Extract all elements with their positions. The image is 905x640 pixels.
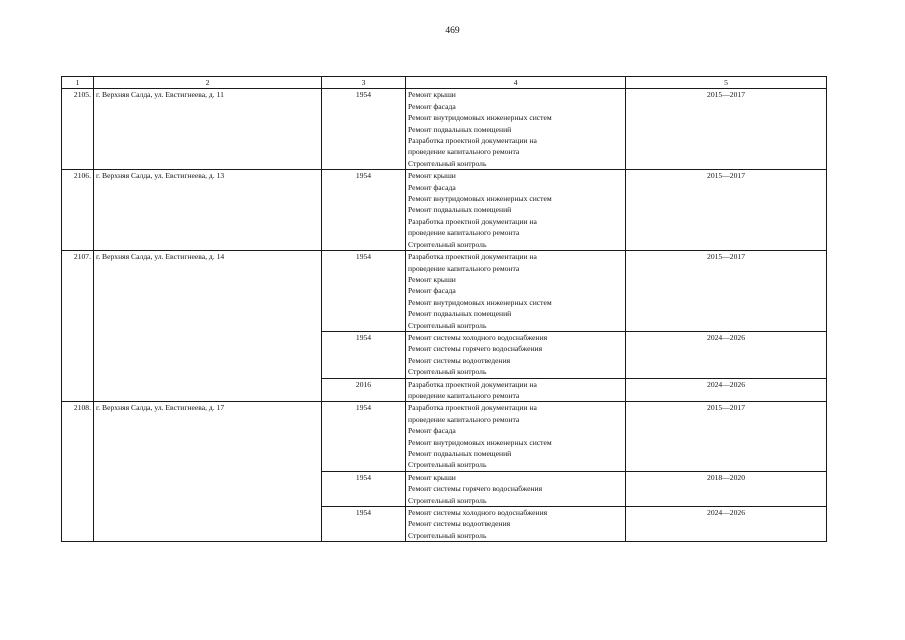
work-item: Ремонт внутридомовых инженерных систем <box>408 297 552 307</box>
work-item: Ремонт внутридомовых инженерных систем <box>408 437 552 447</box>
work-item: Строительный контроль <box>408 495 487 505</box>
work-item: Разработка проектной документации на <box>408 379 537 389</box>
works-cell <box>406 89 626 170</box>
work-item: Ремонт фасада <box>408 286 456 296</box>
work-item: Ремонт фасада <box>408 101 456 111</box>
year-cell: 1954 <box>322 89 406 170</box>
table-row <box>62 402 827 471</box>
work-item: Строительный контроль <box>408 530 487 540</box>
table-header <box>62 77 827 89</box>
work-item: Разработка проектной документации на <box>408 403 537 413</box>
address-cell: г. Верхняя Салда, ул. Евстигнеева, д. 14 <box>94 251 322 402</box>
year-cell: 1954 <box>322 402 406 471</box>
work-item: Ремонт подвальных помещений <box>408 449 512 458</box>
period-cell: 2024—2026 <box>626 378 827 402</box>
period-cell: 2015—2017 <box>626 89 827 170</box>
year-cell: 1954 <box>322 331 406 378</box>
row-number: 2105. <box>62 89 94 170</box>
works-cell <box>406 402 626 471</box>
work-item: Разработка проектной документации на <box>408 252 537 262</box>
column-header-5: 5 <box>626 77 827 89</box>
column-header-3: 3 <box>322 77 406 89</box>
year-cell: 1954 <box>322 507 406 542</box>
work-item: Строительный контроль <box>408 320 487 330</box>
row-number: 2106. <box>62 170 94 251</box>
period-cell: 2024—2026 <box>626 331 827 378</box>
work-item: Ремонт системы водоотведения <box>408 355 511 365</box>
year-cell: 2016 <box>322 378 406 402</box>
table-row <box>62 170 827 251</box>
table-row <box>62 251 827 332</box>
period-cell: 2015—2017 <box>626 170 827 251</box>
works-cell <box>406 251 626 332</box>
row-number: 2108. <box>62 402 94 542</box>
work-item: Ремонт подвальных помещений <box>408 124 512 134</box>
address-cell: г. Верхняя Салда, ул. Евстигнеева, д. 11 <box>94 89 322 170</box>
work-item: Строительный контроль <box>408 367 487 377</box>
work-item: проведение капитального ремонта <box>408 414 520 424</box>
work-item: Ремонт внутридомовых инженерных систем <box>408 113 552 123</box>
works-cell <box>406 471 626 506</box>
repair-schedule-table <box>61 76 827 542</box>
header-row <box>62 77 827 89</box>
work-item: Ремонт крыши <box>408 90 456 100</box>
work-item: Строительный контроль <box>408 239 487 249</box>
column-header-2: 2 <box>94 77 322 89</box>
work-item: проведение капитального ремонта <box>408 263 520 273</box>
work-item: Ремонт системы холодного водоснабжения <box>408 508 548 518</box>
work-item: Строительный контроль <box>408 460 487 470</box>
year-cell: 1954 <box>322 471 406 506</box>
column-header-1: 1 <box>62 77 94 89</box>
page-number: 469 <box>445 26 460 36</box>
work-item: Ремонт системы горячего водоснабжения <box>408 344 543 354</box>
work-item: Ремонт подвальных помещений <box>408 205 512 215</box>
address-cell: г. Верхняя Салда, ул. Евстигнеева, д. 13 <box>94 170 322 251</box>
column-header-4: 4 <box>406 77 626 89</box>
work-item: Ремонт системы горячего водоснабжения <box>408 484 543 494</box>
period-cell: 2015—2017 <box>626 402 827 471</box>
work-item: Ремонт крыши <box>408 274 456 284</box>
year-cell: 1954 <box>322 170 406 251</box>
row-number: 2107. <box>62 251 94 402</box>
work-item: Разработка проектной документации на <box>408 216 537 226</box>
table-row <box>62 89 827 170</box>
address-cell: г. Верхняя Салда, ул. Евстигнеева, д. 17 <box>94 402 322 542</box>
work-item: Ремонт подвальных помещений <box>408 309 512 319</box>
period-cell: 2015—2017 <box>626 251 827 332</box>
period-cell: 2018—2020 <box>626 471 827 506</box>
work-item: Ремонт крыши <box>408 472 456 482</box>
year-cell: 1954 <box>322 251 406 332</box>
table-body <box>62 89 827 542</box>
work-item: Ремонт системы холодного водоснабжения <box>408 332 548 342</box>
works-cell <box>406 507 626 542</box>
work-item: проведение капитального ремонта <box>408 228 520 238</box>
work-item: Разработка проектной документации на <box>408 136 537 146</box>
work-item: Ремонт системы водоотведения <box>408 519 511 529</box>
works-cell <box>406 331 626 378</box>
works-cell <box>406 378 626 402</box>
works-cell <box>406 170 626 251</box>
work-item: Ремонт внутридомовых инженерных систем <box>408 194 552 204</box>
work-item: Ремонт фасада <box>408 426 456 436</box>
work-item: проведение капитального ремонта <box>408 390 520 400</box>
work-item: Ремонт фасада <box>408 182 456 192</box>
work-item: проведение капитального ремонта <box>408 147 520 157</box>
work-item: Ремонт крыши <box>408 171 456 181</box>
work-item: Строительный контроль <box>408 158 487 168</box>
period-cell: 2024—2026 <box>626 507 827 542</box>
